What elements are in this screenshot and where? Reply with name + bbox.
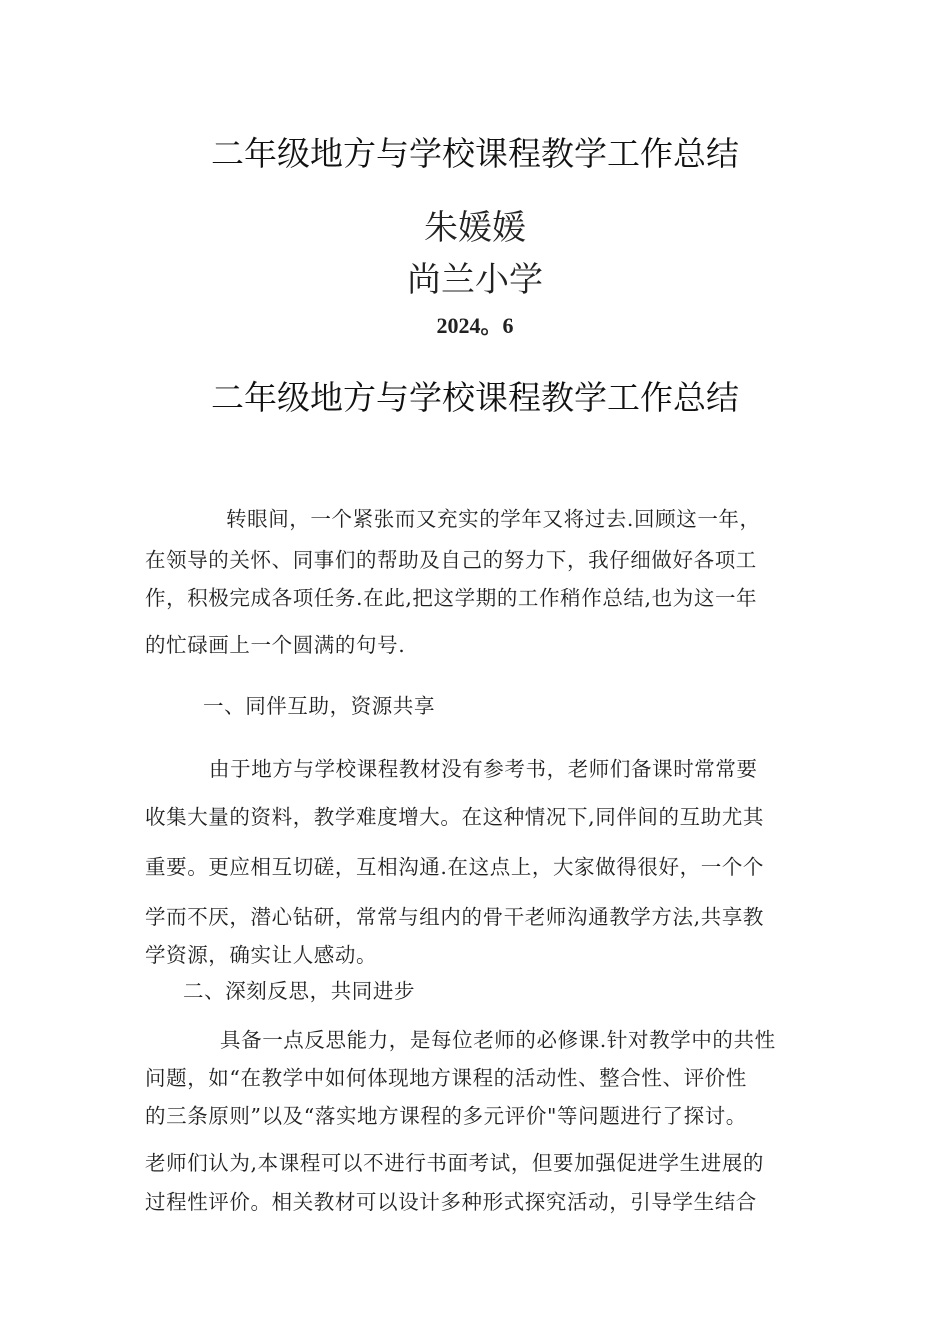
section1-line: 学资源，确实让人感动。 (145, 943, 378, 967)
section2-line: 具备一点反思能力，是每位老师的必修课.针对教学中的共性 (220, 1028, 776, 1052)
author-name: 朱媛媛 (424, 208, 526, 248)
section1-line: 收集大量的资料，教学难度增大。在这种情况下,同伴间的互助尤其 (145, 805, 765, 829)
intro-line: 在领导的关怀、同事们的帮助及自己的努力下，我仔细做好各项工 (145, 548, 757, 572)
section1-line: 重要。更应相互切磋，互相沟通.在这点上，大家做得很好，一个个 (145, 855, 765, 879)
intro-line: 作，积极完成各项任务.在此,把这学期的工作稍作总结,也为这一年 (145, 586, 758, 610)
section1-line: 由于地方与学校课程教材没有参考书，老师们备课时常常要 (209, 757, 758, 781)
cover-title: 二年级地方与学校课程教学工作总结 (211, 134, 739, 173)
main-title: 二年级地方与学校课程教学工作总结 (211, 378, 739, 417)
section1-line: 学而不厌，潜心钻研，常常与组内的骨干老师沟通教学方法,共享教 (145, 905, 765, 929)
document-date: 2024。6 (436, 313, 514, 338)
school-name: 尚兰小学 (407, 260, 543, 300)
intro-line: 的忙碌画上一个圆满的句号. (145, 633, 406, 657)
section-heading-2: 二、深刻反思，共同进步 (183, 979, 416, 1003)
section2-line: 老师们认为,本课程可以不进行书面考试，但要加强促进学生进展的 (145, 1151, 765, 1175)
section2-line: 过程性评价。相关教材可以设计多种形式探究活动，引导学生结合 (145, 1190, 757, 1214)
intro-line: 转眼间，一个紧张而又充实的学年又将过去.回顾这一年， (226, 507, 761, 531)
section2-line: 的三条原则”以及“落实地方课程的多元评价"等问题进行了探讨。 (145, 1104, 747, 1128)
section-heading-1: 一、同伴互助，资源共享 (203, 694, 436, 718)
section2-line: 问题，如“在教学中如何体现地方课程的活动性、整合性、评价性 (145, 1066, 747, 1090)
